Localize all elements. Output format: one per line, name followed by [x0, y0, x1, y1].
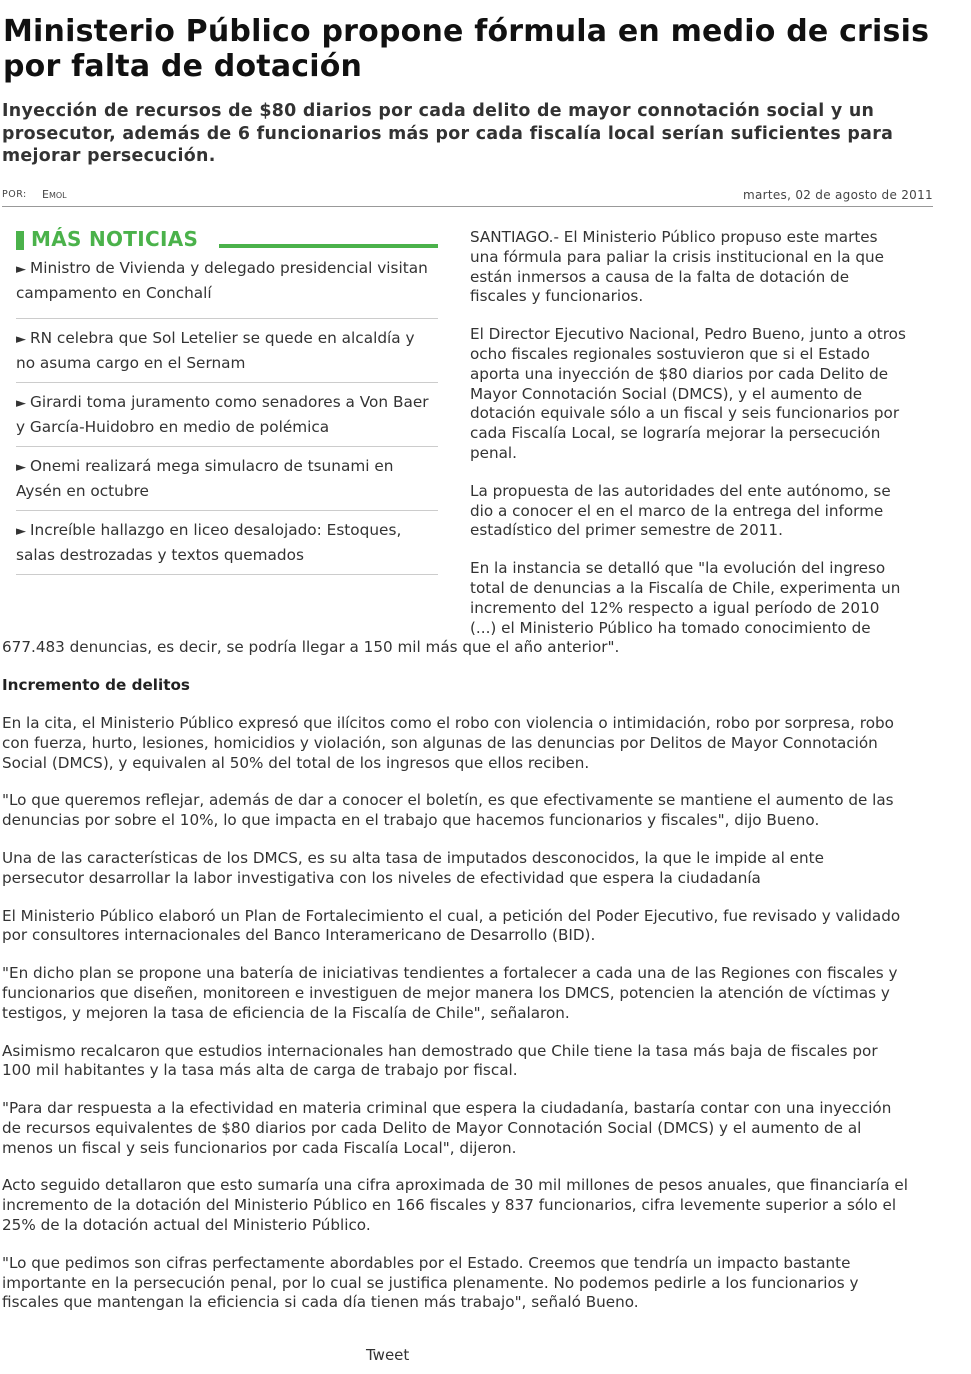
arrow-right-icon: ►	[16, 262, 26, 277]
byline-source: Emol	[42, 188, 67, 201]
article-paragraph: "Para dar respuesta a la efectividad en materia criminal que espera la ciudadanía, bastaría contar con una inyección de recursos equivalentes de $80 diarios por cada Delito de Mayor Connotación Social (DMCS) y el aumento de al menos un fiscal y seis funcionarios por cada Fiscalía Local", dijeron.	[2, 1099, 892, 1157]
arrow-right-icon: ►	[16, 460, 26, 475]
article-paragraph: En la instancia se detalló que "la evolución del ingreso total de denuncias a la Fiscalía de Chile, experimenta un incremento del 12% respecto a igual período de 2010 (...) el Ministerio Público ha tomado conocimiento de 677.483 denuncias, es decir, se podría llegar a 150 mil más que el año anterior".	[2, 559, 901, 657]
article-subheadline: Inyección de recursos de $80 diarios por cada delito de mayor connotación social y un prosecutor, además de 6 funcionarios más por cada fiscalía local serían suficientes para mejorar persecución.	[2, 101, 894, 166]
article-byline	[2, 186, 933, 207]
arrow-right-icon: ►	[16, 332, 26, 347]
byline-label: POR:	[2, 189, 27, 200]
news-link-label: RN celebra que Sol Letelier se quede en alcaldía y no asuma cargo en el Sernam	[16, 329, 415, 372]
article-paragraph: "Lo que queremos reflejar, además de dar a conocer el boletín, es que efectivamente se mantiene el aumento de las denuncias por sobre el 10%, lo que impacta en el trabajo que hacemos funcionarios y fiscales", dijo Bueno.	[2, 791, 894, 830]
article-paragraph: Una de las características de los DMCS, es su alta tasa de imputados desconocidos, la que le impide al ente persecutor desarrollar la labor investigativa con los niveles de efectividad que espera la ciudadanía	[2, 848, 824, 887]
more-news-title: MÁS NOTICIAS	[31, 227, 199, 251]
section-heading: Incremento de delitos	[2, 676, 190, 695]
news-link-label: Onemi realizará mega simulacro de tsunami en Aysén en octubre	[16, 457, 394, 500]
article-paragraph: El Director Ejecutivo Nacional, Pedro Bueno, junto a otros ocho fiscales regionales sostuvieron que si el Estado aporta una inyección de $80 diarios por cada Delito de Mayor Connotación Social (DMCS), y el aumento de dotación equivale sólo a un fiscal y seis funcionarios por cada Fiscalía Local, se lograría mejorar la persecución penal.	[470, 325, 906, 462]
article-paragraph: En la cita, el Ministerio Público expresó que ilícitos como el robo con violencia o intimidación, robo por sorpresa, robo con fuerza, hurto, lesiones, homicidios y violación, son algunas de las denuncias por Delitos de Mayor Connotación Social (DMCS), y equivalen al 50% del total de los ingresos que ellos reciben.	[2, 713, 894, 772]
article-paragraph: "En dicho plan se propone una batería de iniciativas tendientes a fortalecer a cada una de las Regiones con fiscales y funcionarios que diseñen, monitoreen e investiguen de mejor manera los DMCS, potencien la atención de víctimas y testigos, y mejoren la tasa de eficiencia de la Fiscalía de Chile", señalaron.	[2, 964, 898, 1022]
arrow-right-icon: ►	[16, 396, 26, 411]
article-date: martes, 02 de agosto de 2011	[742, 188, 933, 202]
article-headline: Ministerio Público propone fórmula en medio de crisis por falta de dotación	[3, 14, 930, 84]
news-link-label: Girardi toma juramento como senadores a Von Baer y García-Huidobro en medio de polémica	[16, 393, 429, 436]
article-paragraph: La propuesta de las autoridades del ente autónomo, se dio a conocer el en el marco de la entrega del informe estadístico del primer semestre de 2011.	[470, 481, 891, 540]
article-paragraph: El Ministerio Público elaboró un Plan de Fortalecimiento el cual, a petición del Poder Ejecutivo, fue revisado y validado por consultores internacionales del Banco Interamericano de Desarrollo (BID).	[2, 906, 901, 945]
news-link-label: Ministro de Vivienda y delegado presidencial visitan campamento en Conchalí	[16, 259, 428, 302]
article-paragraph: Acto seguido detallaron que esto sumaría una cifra aproximada de 30 mil millones de pesos anuales, que financiaría el incremento de la dotación del Ministerio Público en 166 fiscales y 837 funcionarios, cifra levemente superior a sólo el 25% de la dotación actual del Ministerio Público.	[2, 1176, 908, 1235]
article-paragraph: Asimismo recalcaron que estudios internacionales han demostrado que Chile tiene la tasa más baja de fiscales por 100 mil habitantes y la tasa más alta de carga de trabajo por fiscal.	[2, 1041, 878, 1080]
article-paragraph: SANTIAGO.- El Ministerio Público propuso este martes una fórmula para paliar la crisis institucional en la que están inmersos a causa de la falta de dotación de fiscales y funcionarios.	[470, 228, 885, 306]
article-paragraph: "Lo que pedimos son cifras perfectamente abordables por el Estado. Creemos que tendría un impacto bastante importante en la persecución penal, por lo cual se justifica plenamente. No podemos pedirle a los funcionarios y fiscales que mantengan la eficiencia si cada día tienen más trabajo", señaló Bueno.	[2, 1253, 859, 1312]
article-body	[2, 228, 910, 1331]
tweet-button[interactable]: Tweet	[366, 1346, 410, 1364]
news-link-label: Increíble hallazgo en liceo desalojado: Estoques, salas destrozadas y textos quemados	[16, 521, 402, 564]
arrow-right-icon: ►	[16, 524, 26, 539]
